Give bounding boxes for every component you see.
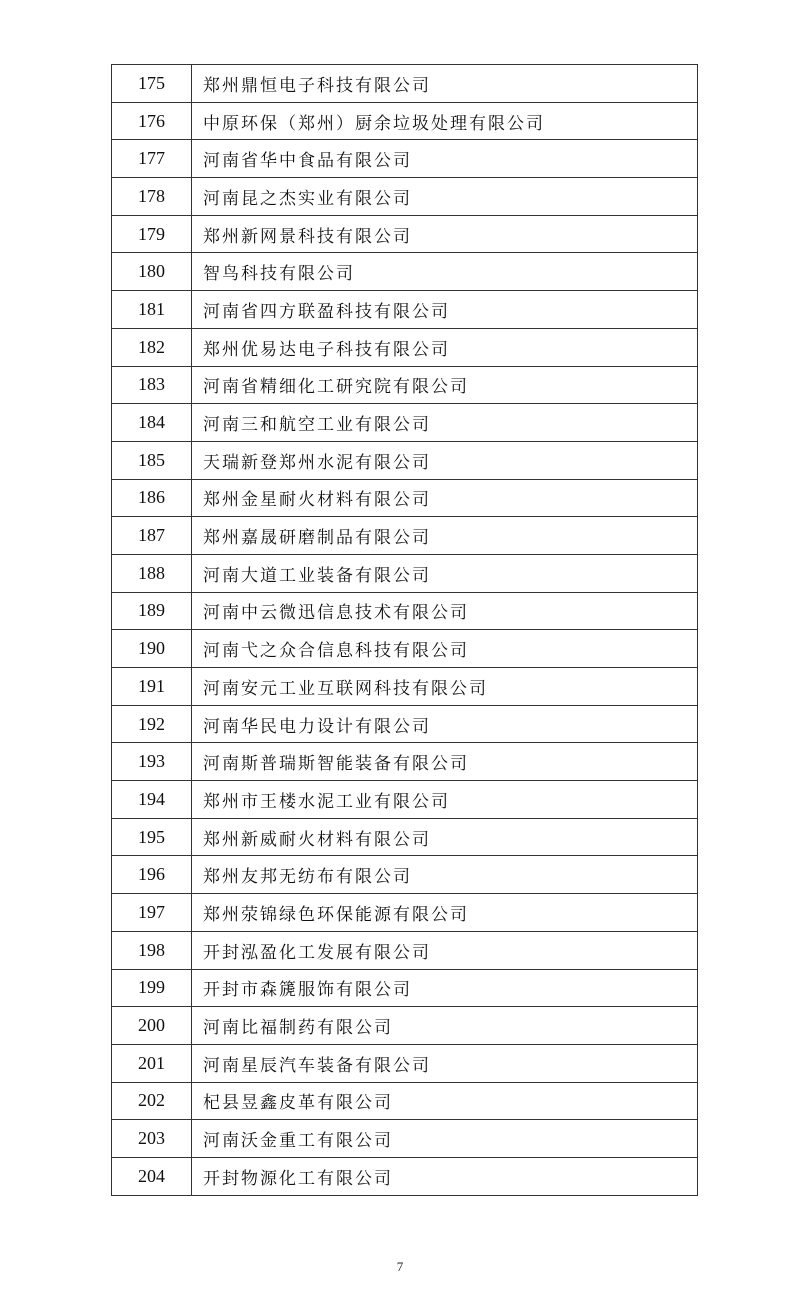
company-name: 河南省精细化工研究院有限公司 — [192, 366, 698, 404]
table-row — [112, 1157, 698, 1195]
row-number: 202 — [112, 1082, 192, 1120]
table-row — [112, 441, 698, 479]
row-number: 180 — [112, 253, 192, 291]
table-row — [112, 65, 698, 103]
row-number: 184 — [112, 404, 192, 442]
company-name: 河南星辰汽车装备有限公司 — [192, 1044, 698, 1082]
table-row — [112, 253, 698, 291]
table-row — [112, 894, 698, 932]
company-list-body — [112, 65, 698, 1196]
table-row — [112, 517, 698, 555]
row-number: 188 — [112, 554, 192, 592]
row-number: 194 — [112, 781, 192, 819]
table-row — [112, 1044, 698, 1082]
row-number: 187 — [112, 517, 192, 555]
table-row — [112, 291, 698, 329]
company-name: 河南沃金重工有限公司 — [192, 1120, 698, 1158]
company-name: 河南安元工业互联网科技有限公司 — [192, 668, 698, 706]
company-name: 河南三和航空工业有限公司 — [192, 404, 698, 442]
company-name: 中原环保（郑州）厨余垃圾处理有限公司 — [192, 102, 698, 140]
company-name: 开封市森篪服饰有限公司 — [192, 969, 698, 1007]
table-row — [112, 1082, 698, 1120]
table-row — [112, 856, 698, 894]
row-number: 203 — [112, 1120, 192, 1158]
company-name: 天瑞新登郑州水泥有限公司 — [192, 441, 698, 479]
table-row — [112, 102, 698, 140]
row-number: 179 — [112, 215, 192, 253]
table-row — [112, 743, 698, 781]
table-row — [112, 931, 698, 969]
company-name: 河南斯普瑞斯智能装备有限公司 — [192, 743, 698, 781]
row-number: 190 — [112, 630, 192, 668]
table-row — [112, 781, 698, 819]
row-number: 201 — [112, 1044, 192, 1082]
table-row — [112, 705, 698, 743]
company-name: 郑州友邦无纺布有限公司 — [192, 856, 698, 894]
row-number: 204 — [112, 1157, 192, 1195]
company-name: 杞县昱鑫皮革有限公司 — [192, 1082, 698, 1120]
table-row — [112, 554, 698, 592]
table-row — [112, 969, 698, 1007]
company-name: 河南大道工业装备有限公司 — [192, 554, 698, 592]
company-name: 开封泓盈化工发展有限公司 — [192, 931, 698, 969]
company-name: 河南省华中食品有限公司 — [192, 140, 698, 178]
row-number: 192 — [112, 705, 192, 743]
company-name: 郑州金星耐火材料有限公司 — [192, 479, 698, 517]
company-name: 郑州优易达电子科技有限公司 — [192, 328, 698, 366]
row-number: 183 — [112, 366, 192, 404]
row-number: 181 — [112, 291, 192, 329]
row-number: 175 — [112, 65, 192, 103]
page-number: 7 — [396, 1259, 404, 1274]
company-name: 郑州鼎恒电子科技有限公司 — [192, 65, 698, 103]
company-name: 河南比福制药有限公司 — [192, 1007, 698, 1045]
table-row — [112, 404, 698, 442]
table-row — [112, 328, 698, 366]
row-number: 185 — [112, 441, 192, 479]
company-name: 河南中云微迅信息技术有限公司 — [192, 592, 698, 630]
row-number: 196 — [112, 856, 192, 894]
table-row — [112, 1120, 698, 1158]
table-row — [112, 592, 698, 630]
row-number: 177 — [112, 140, 192, 178]
company-name: 郑州荥锦绿色环保能源有限公司 — [192, 894, 698, 932]
company-name: 开封物源化工有限公司 — [192, 1157, 698, 1195]
table-row — [112, 178, 698, 216]
table-row — [112, 1007, 698, 1045]
company-name: 郑州市王楼水泥工业有限公司 — [192, 781, 698, 819]
row-number: 178 — [112, 178, 192, 216]
row-number: 176 — [112, 102, 192, 140]
table-row — [112, 668, 698, 706]
company-list-table — [111, 64, 698, 1196]
row-number: 198 — [112, 931, 192, 969]
table-row — [112, 818, 698, 856]
table-row — [112, 479, 698, 517]
row-number: 197 — [112, 894, 192, 932]
row-number: 191 — [112, 668, 192, 706]
company-name: 郑州新网景科技有限公司 — [192, 215, 698, 253]
row-number: 200 — [112, 1007, 192, 1045]
company-name: 郑州新威耐火材料有限公司 — [192, 818, 698, 856]
company-name: 河南昆之杰实业有限公司 — [192, 178, 698, 216]
table-row — [112, 366, 698, 404]
table-row — [112, 140, 698, 178]
table-row — [112, 630, 698, 668]
company-name: 河南省四方联盈科技有限公司 — [192, 291, 698, 329]
table-row — [112, 215, 698, 253]
company-name: 河南弋之众合信息科技有限公司 — [192, 630, 698, 668]
company-name: 智鸟科技有限公司 — [192, 253, 698, 291]
row-number: 186 — [112, 479, 192, 517]
row-number: 182 — [112, 328, 192, 366]
company-name: 郑州嘉晟研磨制品有限公司 — [192, 517, 698, 555]
row-number: 195 — [112, 818, 192, 856]
row-number: 189 — [112, 592, 192, 630]
company-name: 河南华民电力设计有限公司 — [192, 705, 698, 743]
row-number: 193 — [112, 743, 192, 781]
row-number: 199 — [112, 969, 192, 1007]
